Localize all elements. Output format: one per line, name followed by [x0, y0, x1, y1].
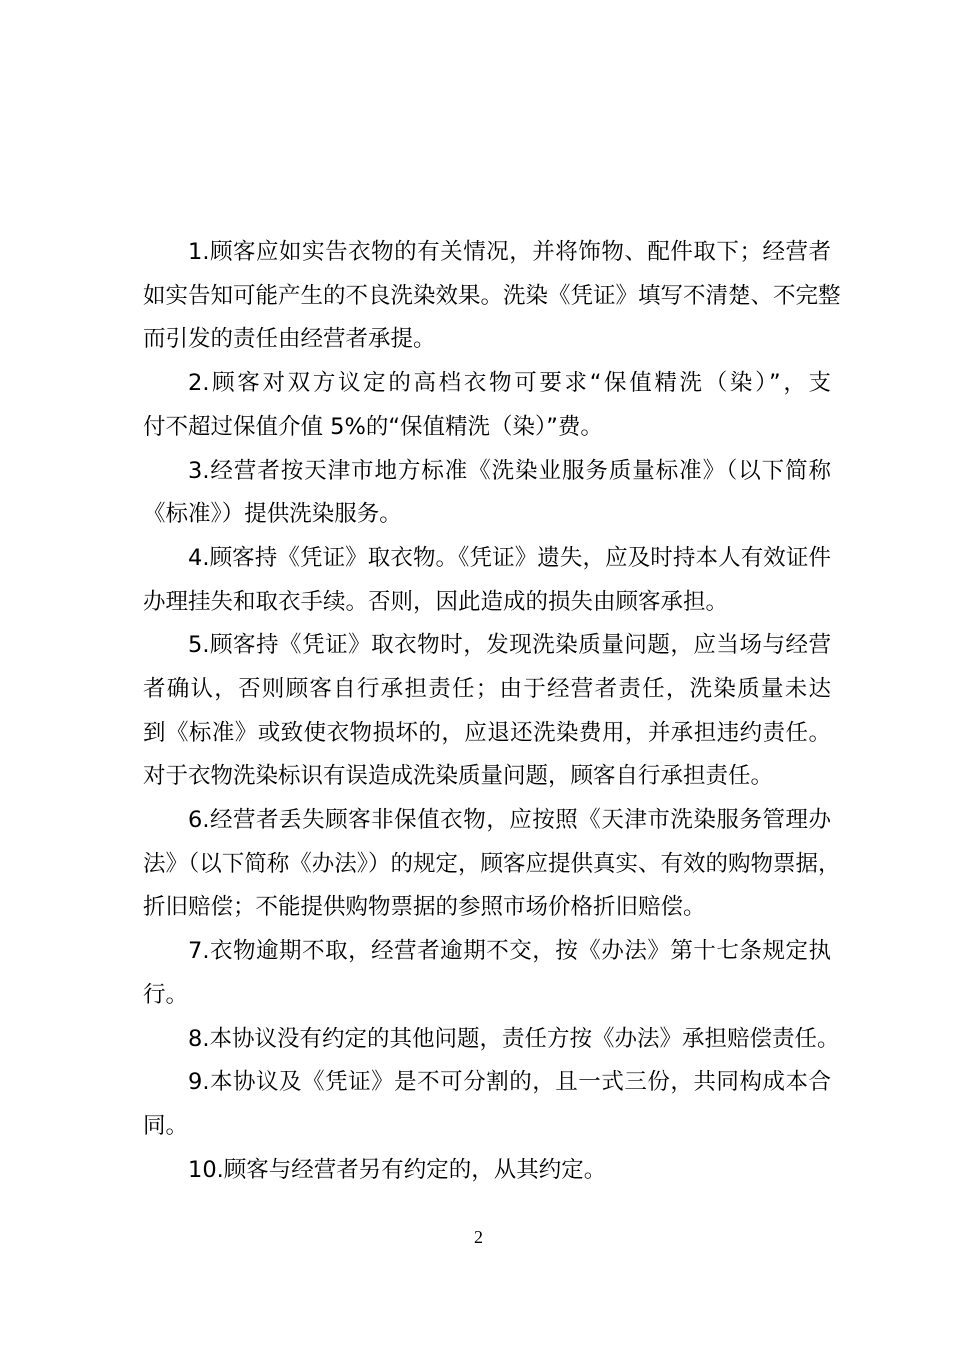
paragraph-5	[143, 624, 831, 799]
paragraph-10	[143, 1149, 831, 1193]
text-line: 法》（以下简称《办法》）的规定，顾客应提供真实、有效的购物票据，	[143, 850, 841, 877]
text-line: 者确认，否则顾客自行承担责任；由于经营者责任，洗染质量未达	[143, 675, 831, 702]
text-line: 6.经营者丢失顾客非保值衣物，应按照《天津市洗染服务管理办	[188, 807, 831, 834]
paragraph-6	[143, 799, 841, 930]
text-line: 4.顾客持《凭证》取衣物。《凭证》遗失，应及时持本人有效证件	[188, 544, 831, 571]
text-line: 3.经营者按天津市地方标准《洗染业服务质量标准》（以下简称	[188, 457, 831, 484]
text-line: 行。	[143, 981, 189, 1008]
text-line: 《标准》）提供洗染服务。	[143, 501, 402, 528]
paragraph-4	[143, 537, 831, 624]
text-line: 付不超过保值介值 5%的“保值精洗（染）”费。	[143, 413, 603, 440]
paragraph-3	[143, 450, 831, 537]
text-line: 办理挂失和取衣手续。否则，因此造成的损失由顾客承担。	[143, 588, 729, 615]
text-line: 5.顾客持《凭证》取衣物时，发现洗染质量问题，应当场与经营	[188, 632, 831, 659]
text-line: 如实告知可能产生的不良洗染效果。洗染《凭证》填写不清楚、不完整	[143, 282, 841, 309]
text-line: 而引发的责任由经营者承提。	[143, 326, 436, 353]
paragraph-2	[143, 362, 831, 449]
page-number: 2	[474, 1227, 483, 1247]
paragraph-9	[143, 1061, 831, 1148]
text-line: 折旧赔偿；不能提供购物票据的参照市场价格折旧赔偿。	[143, 894, 706, 921]
text-line: 9.本协议及《凭证》是不可分割的，且一式三份，共同构成本合	[188, 1069, 831, 1096]
text-line: 2.顾客对双方议定的高档衣物可要求“保值精洗（染）”，支	[188, 370, 831, 397]
text-line: 8.本协议没有约定的其他问题，责任方按《办法》承担赔偿责任。	[188, 1025, 840, 1052]
text-line: 对于衣物洗染标识有误造成洗染质量问题，顾客自行承担责任。	[143, 763, 774, 790]
paragraph-7	[143, 930, 831, 1017]
text-line: 1.顾客应如实告衣物的有关情况，并将饰物、配件取下；经营者	[188, 239, 831, 265]
text-line: 同。	[143, 1112, 189, 1139]
paragraph-1	[143, 231, 841, 362]
text-line: 7.衣物逾期不取，经营者逾期不交，按《办法》第十七条规定执	[188, 938, 831, 965]
paragraph-8	[143, 1018, 840, 1062]
text-line: 到《标准》或致使衣物损坏的，应退还洗染费用，并承担违约责任。	[143, 719, 831, 746]
text-line: 10.顾客与经营者另有约定的，从其约定。	[188, 1156, 607, 1183]
